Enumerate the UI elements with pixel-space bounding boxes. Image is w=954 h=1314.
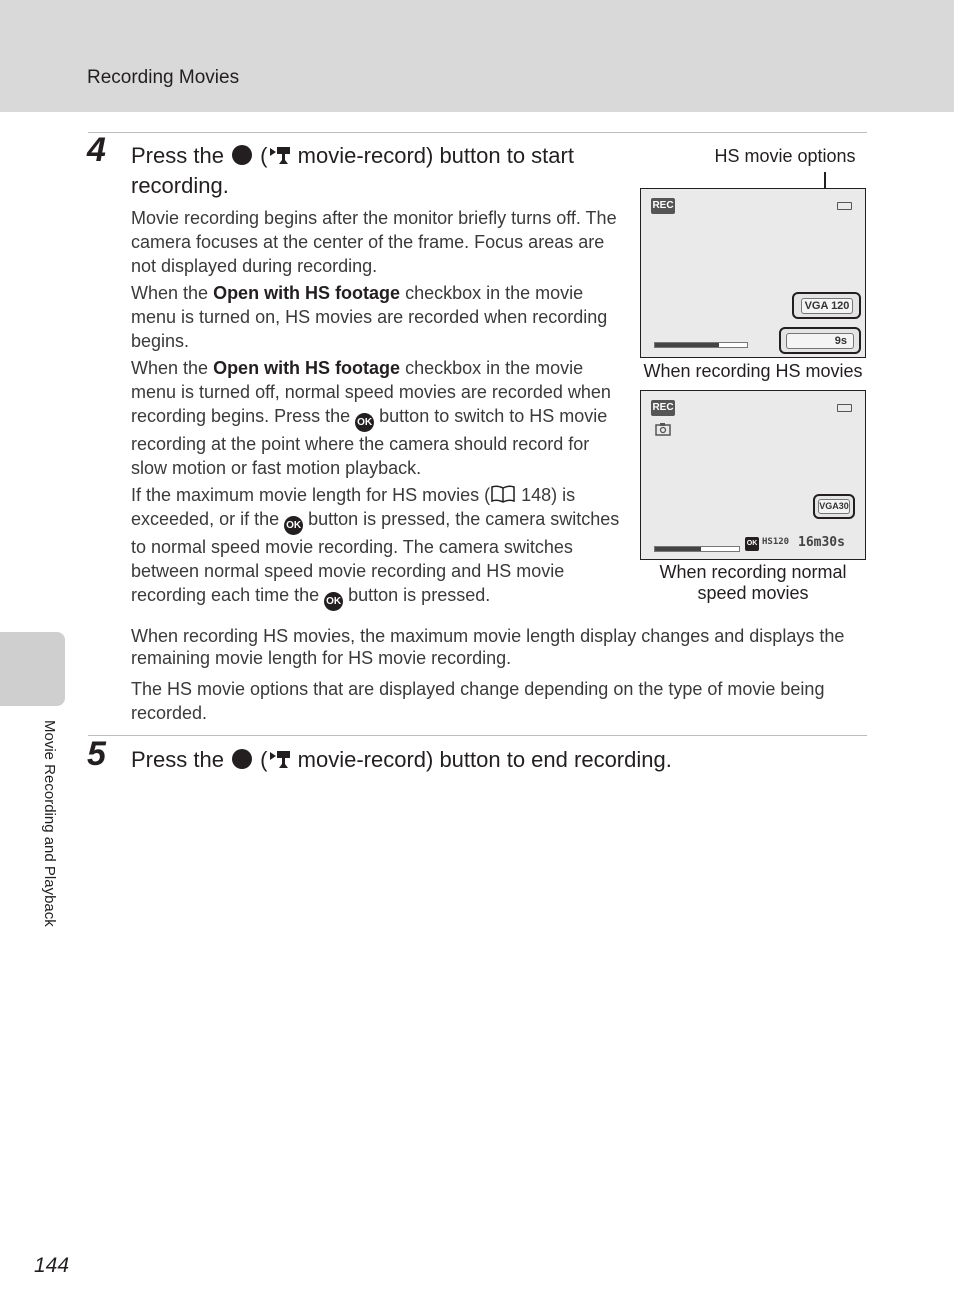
- step-title: Press the ( movie-record) button to start recording.: [131, 143, 574, 198]
- battery-icon: [837, 202, 852, 210]
- recording-progress-bar: [654, 546, 740, 552]
- paragraph: The HS movie options that are displayed change depending on the type of movie being recorded.: [131, 679, 825, 723]
- paragraph: When the Open with HS footage checkbox in the movie menu is turned on, HS movies are recorded when recording begins.: [131, 283, 608, 351]
- hs-option-indicator: [792, 292, 861, 319]
- screen1-caption: When recording HS movies: [643, 361, 863, 381]
- movie-mode-label: VGA: [819, 501, 839, 511]
- battery-icon: [837, 404, 852, 412]
- step-number: 4: [87, 131, 106, 169]
- step-title: Press the ( movie-record) button to end recording.: [131, 747, 672, 772]
- divider-top: [88, 132, 867, 133]
- movie-camera-icon: [268, 145, 292, 165]
- chapter-label: Movie Recording and Playback: [41, 720, 58, 927]
- remaining-time: 16m30s: [798, 535, 845, 550]
- step-number: 5: [87, 735, 106, 773]
- remaining-time: 9s: [786, 333, 854, 349]
- paragraph: When recording HS movies, the maximum movie length display changes and displays the remaining movie length for HS movie recording.: [131, 626, 845, 668]
- header-band: [0, 0, 954, 112]
- movie-fps: 30: [838, 501, 849, 511]
- remaining-time-box: [779, 327, 861, 354]
- record-button-icon: [232, 749, 252, 769]
- movie-camera-icon: [268, 749, 292, 769]
- progress-fill: [655, 343, 719, 347]
- ok-button-icon: OK: [284, 516, 303, 535]
- callout-label: HS movie options: [714, 146, 856, 166]
- page-number: 144: [34, 1254, 70, 1277]
- movie-mode-label: VGA: [804, 300, 828, 312]
- chapter-tab: [0, 632, 65, 706]
- paragraph: When the Open with HS footage checkbox in the movie menu is turned off, normal speed movies are recorded when recording begins. Press the OK button to switch to HS movie recording at the point where the camera should record for slow motion or fast motion playback.: [131, 358, 611, 478]
- ok-button-icon: OK: [745, 537, 759, 551]
- hs-switch-label: HS120: [762, 537, 790, 547]
- movie-fps: 120: [831, 300, 850, 312]
- book-reference-icon: [490, 485, 516, 503]
- step4-notes: [131, 625, 867, 728]
- recording-progress-bar: [654, 342, 748, 348]
- still-camera-icon: [655, 422, 671, 436]
- progress-fill: [655, 547, 701, 551]
- screen2-caption: When recording normal speed movies: [659, 562, 847, 603]
- paragraph: If the maximum movie length for HS movies ( 148) is exceeded, or if the OK button is pressed, the camera switches to normal speed movie recording. The camera switches between normal speed movie recording and HS movie recording each time the OK button is pressed.: [131, 483, 621, 611]
- record-button-icon: [232, 145, 252, 165]
- monitor-screen-normal: [640, 390, 866, 560]
- rec-indicator: REC: [651, 400, 675, 416]
- monitor-screen-hs: [640, 188, 866, 358]
- ok-button-icon: OK: [355, 413, 374, 432]
- paragraph: Movie recording begins after the monitor briefly turns off. The camera focuses at the center of the frame. Focus areas are not displayed during recording.: [131, 208, 617, 276]
- divider-step5: [88, 735, 867, 736]
- section-title: Recording Movies: [87, 67, 240, 88]
- movie-option-indicator: [813, 494, 855, 519]
- step4-body: [131, 206, 621, 614]
- ok-button-icon: OK: [324, 592, 343, 611]
- rec-indicator: REC: [651, 198, 675, 214]
